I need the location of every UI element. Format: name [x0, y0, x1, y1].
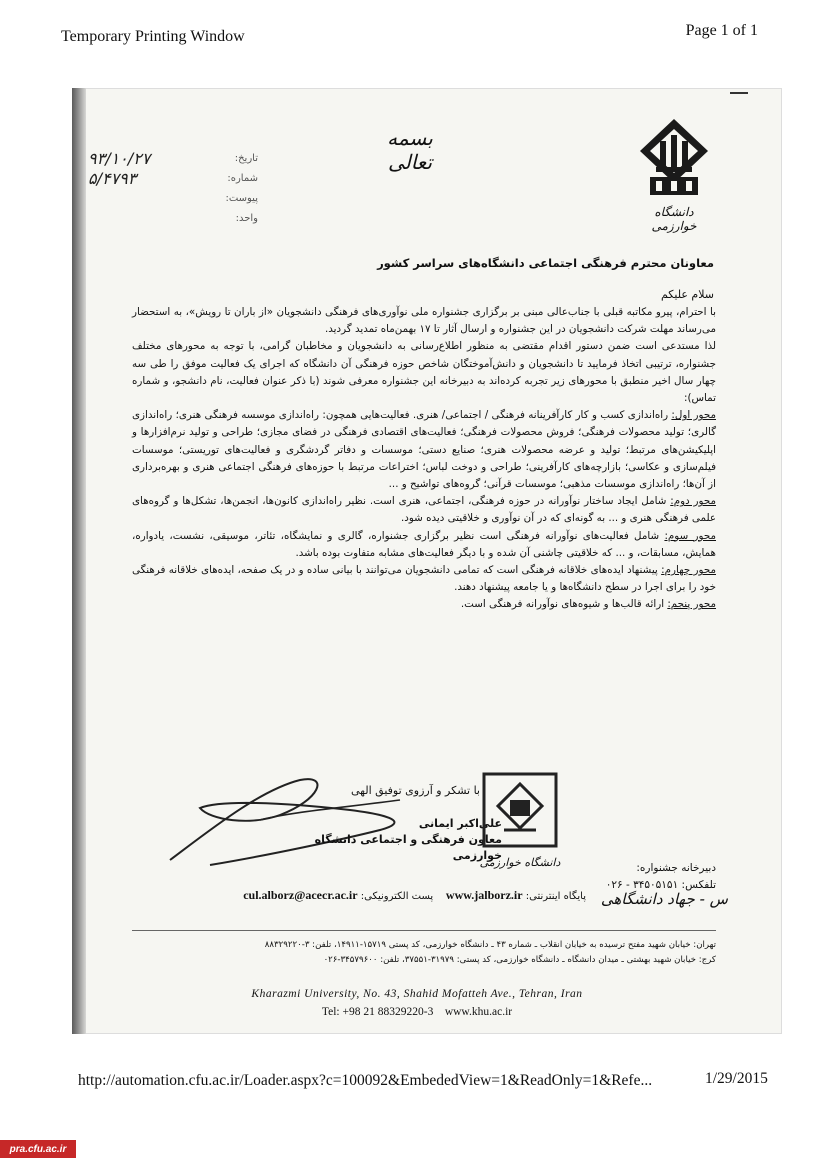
closing-phrase: با تشکر و آرزوی توفیق الهی: [351, 784, 480, 797]
meta-attachment-row: [88, 188, 258, 208]
print-window-title: Temporary Printing Window: [61, 28, 245, 45]
signer-name: علی‌اکبر ایمانی: [418, 817, 502, 830]
axis-text: شامل فعالیت‌های نوآورانه فرهنگی است نظیر برگزاری جشنواره، گالری و نمایشگاه، تئاتر، موسیقی، نشست، یادواره، همایش، مسابقات، و ... که خلاقیتی چاشنی آن شده و با دیگر فعالیت‌های مشابه متفاوت بوده باشد.: [132, 529, 716, 559]
axis-item: [132, 596, 716, 613]
axis-text: شامل ایجاد ساختار نوآورانه در حوزه فرهنگی، اجتماعی، هنری است. نظیر راه‌اندازی کانون‌ها، انجمن‌ها، تشکل‌ها و گروه‌های علمی فرهنگی هنری و ... به گونه‌ای که در آن نوآوری و خلاقیتی دیده شود.: [132, 495, 716, 525]
footer-web[interactable]: www.khu.ac.ir: [444, 1006, 513, 1018]
scan-mark: [730, 92, 748, 94]
email-link[interactable]: cul.alborz@acecr.ac.ir: [243, 888, 358, 902]
axis-item: [132, 562, 716, 596]
meta-value: ۵/۴۷۹۳: [88, 168, 137, 188]
reference-block: [88, 148, 258, 228]
contact-line: [170, 888, 586, 903]
page-counter: Page 1 of 1: [685, 22, 758, 39]
footer-address-tehran: تهران: خیابان شهید مفتح ترسیده به خیابان انقلاب ـ شماره ۴۳ ـ دانشگاه خوارزمی، کد پستی ۱۵۷۱۹-۱۴۹۱۱، تلفن: ۳-۸۸۳۲۹۲۲۰: [264, 940, 716, 950]
footer-english-address: Kharazmi University, No. 43, Shahid Mofatteh Ave., Tehran, Iran: [251, 988, 583, 1000]
website-label: پایگاه اینترنتی:: [525, 891, 586, 902]
footer-address-karaj: کرج: خیابان شهید بهشتی ـ میدان دانشگاه ـ دانشگاه خوارزمی، کد پستی: ۳۱۹۷۹-۳۷۵۵۱، تلفن: ۳۴۵۷۹۶۰۰-۰۲۶: [323, 955, 716, 965]
print-url: http://automation.cfu.ac.ir/Loader.aspx?c=100092&EmbededView=1&ReadOnly=1&Refe...: [78, 1072, 653, 1089]
axis-text: راه‌اندازی کسب و کار کارآفرینانه فرهنگی / اجتماعی/ هنری. فعالیت‌هایی همچون: راه‌اندازی موسسه فرهنگی هنری؛ راه‌اندازی گالری؛ تولید محصولات فرهنگی؛ فروش محصولات فرهنگی؛ فعالیت‌های اقتصادی فرهنگی در فضای مجازی؛ طراحی و تولید نرم‌افزارها و اپلیکیشن‌های مرتبط؛ تولید و عرضه محصولات هنری؛ صنایع دستی؛ موسسات و دفاتر گردشگری و فعالیت‌های توریستی؛ موسسات فیلم‌سازی و عکاسی؛ بازارچه‌های کارآفرینی؛ طراحی و دوخت لباس؛ اختراعات مرتبط با حوزه‌های فرهنگی اجتماعی هنری و بهره‌برداری از آن‌ها؛ راه‌اندازی موسسات مذهبی؛ موسسات قرآنی؛ گروه‌های تواشیح و ...: [132, 409, 716, 491]
meta-label: پیوست:: [225, 192, 258, 204]
secretariat-label: دبیرخانه جشنواره:: [636, 862, 716, 874]
meta-value: ۹۳/۱۰/۲۷: [88, 148, 151, 168]
letter-body: [132, 304, 716, 614]
meta-label: واحد:: [235, 212, 258, 224]
axis-label: محور پنجم:: [667, 598, 716, 611]
signer-title: معاون فرهنگی و اجتماعی دانشگاه خوارزمی: [314, 833, 502, 862]
signer-block: [282, 816, 502, 864]
axis-label: محور اول:: [671, 409, 716, 422]
axis-label: محور سوم:: [664, 529, 716, 542]
handwritten-note: س - جهاد دانشگاهی: [600, 890, 728, 908]
body-paragraph: با احترام، پیرو مکاتبه قبلی با جناب‌عالی مبنی بر برگزاری جشنواره ملی نوآوری‌های فرهنگی دانشجویان «از باران تا رویش»، به استحضار می‌رساند مهلت شرکت دانشجویان در این جشنواره و ارسال آثار تا ۱۷ بهمن‌ماه تمدید گردید.: [132, 306, 716, 336]
letter-addressee: معاونان محترم فرهنگی اجتماعی دانشگاه‌های سراسر کشور: [377, 256, 714, 270]
footer-persian-address: [132, 938, 716, 968]
bismillah-heading: بسمه تعالی: [387, 126, 433, 174]
axis-label: محور چهارم:: [661, 564, 716, 577]
axis-item: [132, 493, 716, 527]
official-stamp-icon: [480, 770, 560, 850]
letter-greeting: سلام علیکم: [660, 288, 714, 301]
footer-divider: [132, 930, 716, 931]
meta-date-row: [88, 148, 258, 168]
letterhead-university-name: دانشگاه خوارزمی: [651, 205, 697, 233]
site-watermark-badge: pra.cfu.ac.ir: [0, 1140, 76, 1158]
meta-label: شماره:: [227, 172, 258, 184]
email-label: پست الکترونیکی:: [360, 891, 434, 902]
meta-label: تاریخ:: [234, 152, 258, 164]
meta-number-row: [88, 168, 258, 188]
axis-item: [132, 528, 716, 562]
axis-label: محور دوم:: [670, 495, 716, 508]
stamp-caption: دانشگاه خوارزمی: [479, 856, 561, 869]
axis-text: ارائه قالب‌ها و شیوه‌های نوآورانه فرهنگی است.: [460, 598, 668, 611]
axis-item: [132, 407, 716, 493]
print-date: 1/29/2015: [705, 1070, 768, 1087]
axis-text: پیشنهاد ایده‌های خلاقانه فرهنگی است که تمامی دانشجویان می‌توانند با بیانی ساده و در یک صفحه، ایده‌های خلاقانه فرهنگی خود را برای اجرا در سطح دانشگاه‌ها و یا جامعه پیشنهاد دهند.: [132, 564, 716, 594]
scan-shadow-edge: [72, 88, 86, 1034]
meta-unit-row: [88, 208, 258, 228]
footer-contact: [182, 1006, 652, 1018]
footer-tel: Tel: +98 21 88329220-3: [321, 1006, 434, 1018]
secretariat-phone: تلفکس: ۳۴۵۰۵۱۵۱ - ۰۲۶: [605, 879, 716, 891]
website-link[interactable]: www.jalborz.ir: [445, 888, 523, 902]
body-paragraph: لذا مستدعی است ضمن دستور اقدام مقتضی به منظور اطلاع‌رسانی به دانشجویان و مخاطبان گرامی، با توجه به محورهای مختلف جشنواره، ترتیبی اتخاذ فرمایید تا دانشجویان و دانش‌آموختگان شاخص حوزه فرهنگی آن دانشگاه که اجرای یک فعالیت موفق را طی سه چهار سال اخیر منطبق با محورهای زیر تجربه کرده‌اند به دبیرخانه این جشنواره معرفی شوند (با ذکر عنوان فعالیت، نام دانشجو، و شماره تماس):: [132, 340, 716, 405]
